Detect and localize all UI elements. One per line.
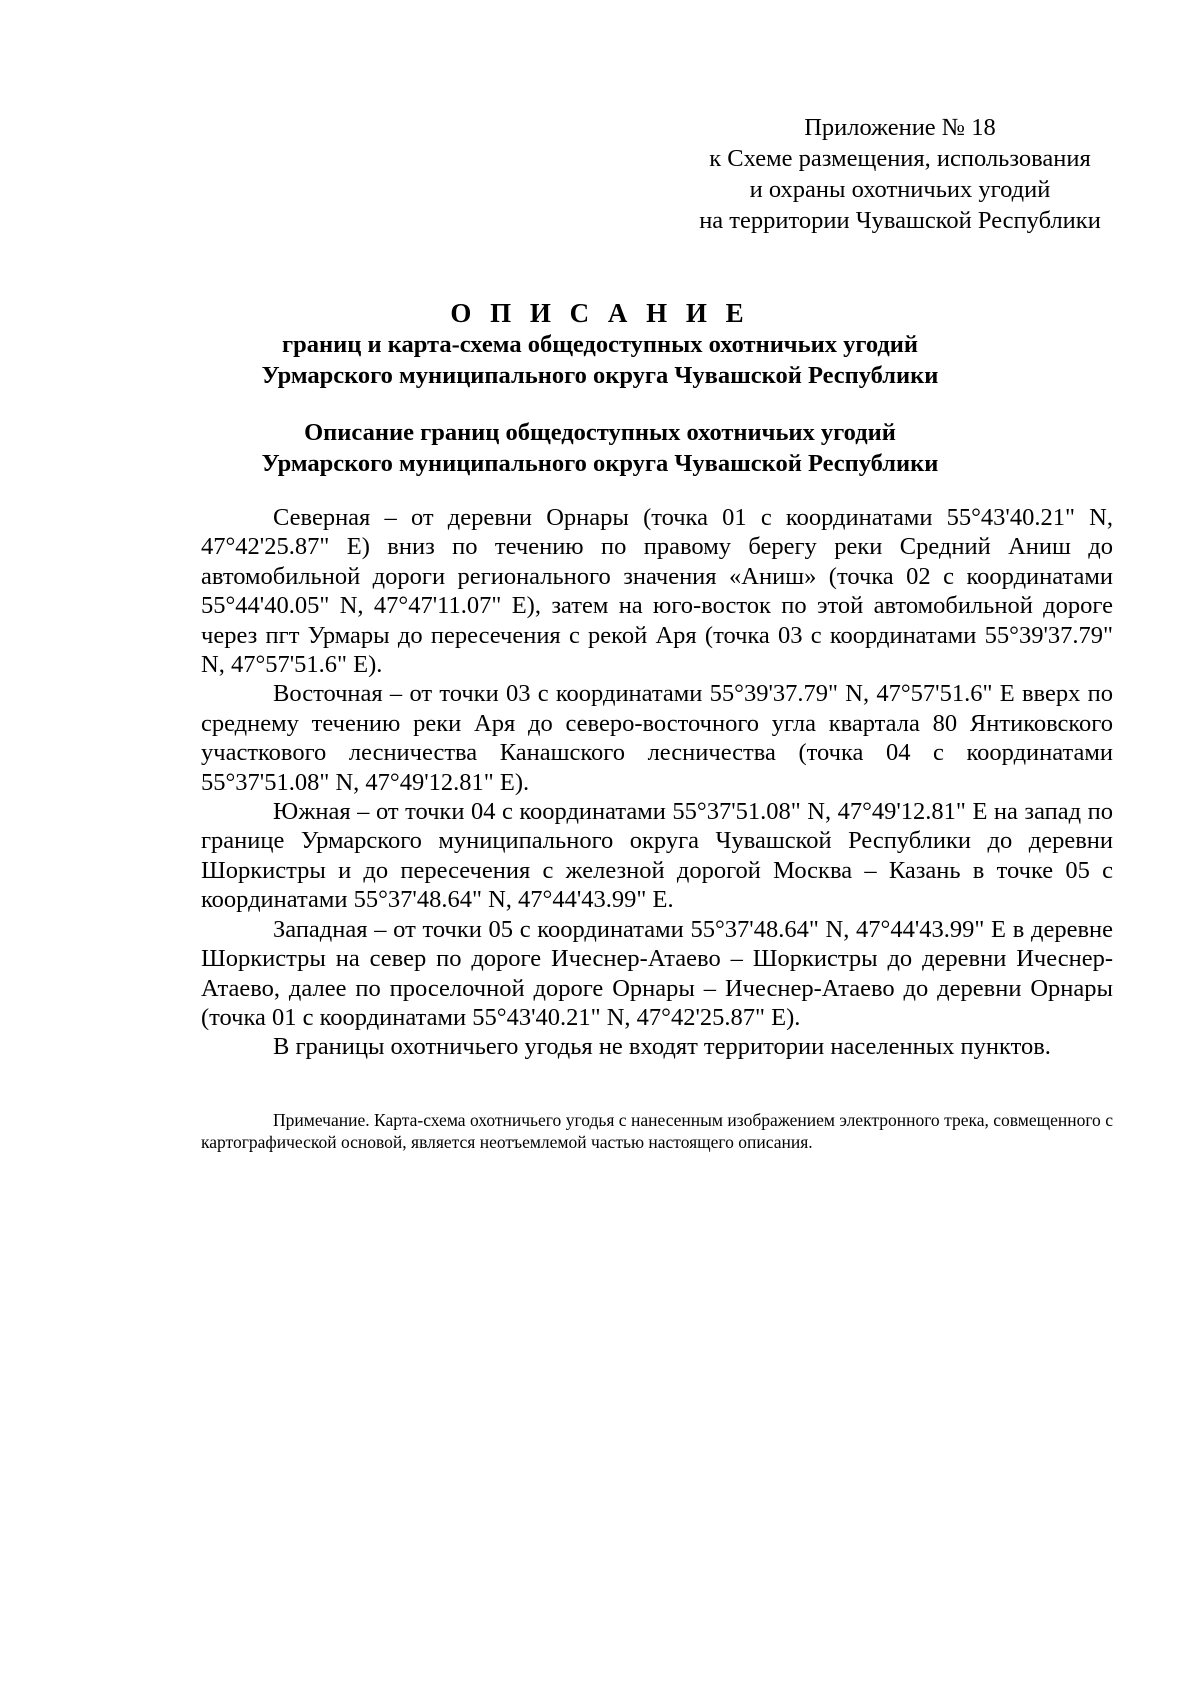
heading-line: границ и карта-схема общедоступных охотничьих угодий — [281, 331, 919, 358]
document-heading — [170, 297, 1030, 391]
document-title: О П И С А Н И Е — [450, 298, 750, 328]
footnote-text: Примечание. Карта-схема охотничьего угодья с нанесенным изображением электронного трека, совмещенного с картографической основой, является неотъемлемой частью настоящего описания. — [201, 1110, 1113, 1152]
section-heading — [170, 417, 1030, 479]
boundary-west-paragraph: Западная – от точки 05 с координатами 55°37'48.64" N, 47°44'43.99" E в деревне Шоркистры на север по дороге Ичеснер-Атаево – Шоркистры до деревни Ичеснер-Атаево, далее по проселочной дороге Орнары – Ичеснер-Атаево до деревни Орнары (точка 01 с координатами 55°43'40.21" N, 47°42'25.87" E). — [201, 915, 1113, 1031]
section-heading-line: Описание границ общедоступных охотничьих угодий — [304, 419, 896, 446]
boundary-south-paragraph: Южная – от точки 04 с координатами 55°37'51.08" N, 47°49'12.81" E на запад по границе Урмарского муниципального округа Чувашской Республики до деревни Шоркистры и до пересечения с железной дорогой Москва – Казань в точке 05 с координатами 55°37'48.64" N, 47°44'43.99" E. — [201, 798, 1113, 914]
appendix-line: и охраны охотничьих угодий — [749, 176, 1051, 203]
footnote — [201, 1110, 1113, 1153]
exclusion-paragraph: В границы охотничьего угодья не входят территории населенных пунктов. — [273, 1033, 1051, 1061]
boundary-north-paragraph: Северная – от деревни Орнары (точка 01 с координатами 55°43'40.21" N, 47°42'25.87" E) вниз по течению по правому берегу реки Средний Аниш до автомобильной дороги регионального значения «Аниш» (точка 02 с координатами 55°44'40.05" N, 47°47'11.07" E), затем на юго-восток по этой автомобильной дороге через пгт Урмары до пересечения с рекой Аря (точка 03 с координатами 55°39'37.79" N, 47°57'51.6" E). — [201, 504, 1113, 679]
appendix-reference — [660, 112, 1140, 236]
appendix-line: на территории Чувашской Республики — [699, 207, 1101, 234]
section-heading-line: Урмарского муниципального округа Чувашской Республики — [261, 450, 939, 477]
heading-line: Урмарского муниципального округа Чувашской Республики — [261, 362, 939, 389]
boundary-east-paragraph: Восточная – от точки 03 с координатами 55°39'37.79" N, 47°57'51.6" E вверх по среднему течению реки Аря до северо-восточного угла квартала 80 Янтиковского участкового лесничества Канашского лесничества (точка 04 с координатами 55°37'51.08" N, 47°49'12.81" E). — [201, 680, 1113, 796]
appendix-line: к Схеме размещения, использования — [709, 145, 1091, 172]
appendix-line: Приложение № 18 — [804, 114, 996, 141]
boundary-description — [201, 503, 1113, 1062]
